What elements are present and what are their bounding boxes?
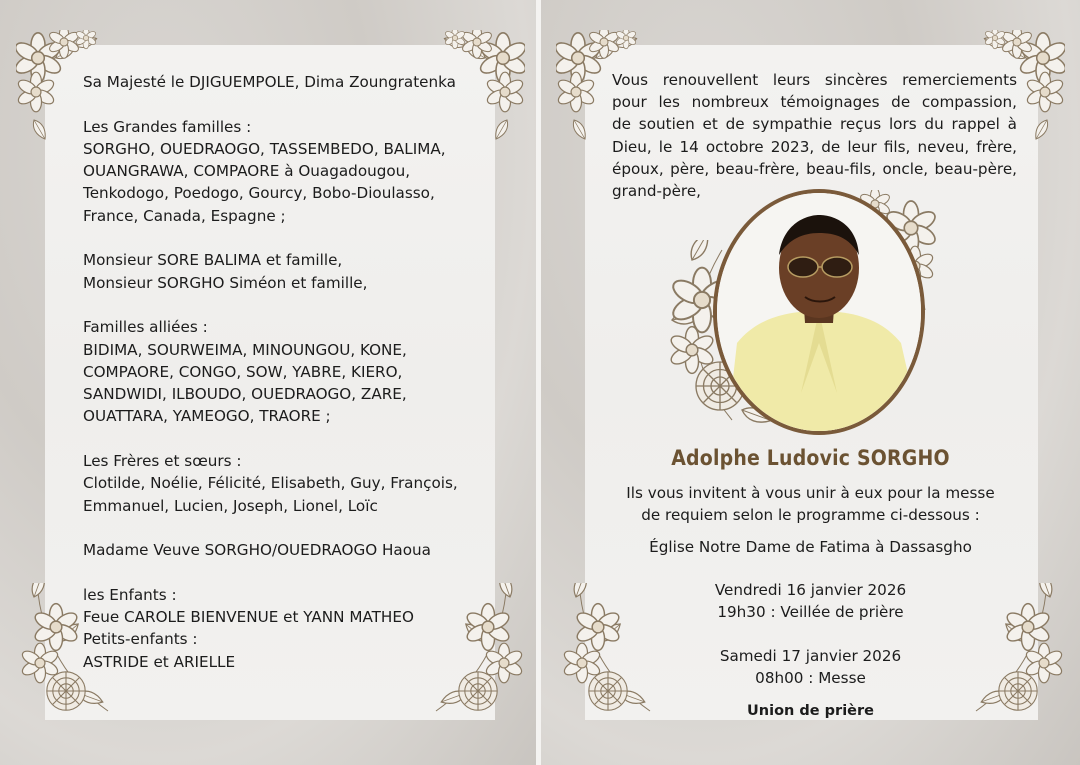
enfants-heading: les Enfants : xyxy=(83,585,177,604)
familles-alliees-line: BIDIMA, SOURWEIMA, MINOUNGOU, KONE, xyxy=(83,340,407,359)
programme-day-2 xyxy=(541,645,1080,690)
familles-alliees-line: COMPAORE, CONGO, SOW, YABRE, KIERO, xyxy=(83,362,403,381)
deceased-name: Adolphe Ludovic SORGHO xyxy=(671,446,950,470)
petits-enfants-line: ASTRIDE et ARIELLE xyxy=(83,652,236,671)
freres-soeurs-line: Emmanuel, Lucien, Joseph, Lionel, Loïc xyxy=(83,496,378,515)
day-date: Samedi 17 janvier 2026 xyxy=(719,647,902,665)
thanks-line: de soutien et de sympathie reçus lors du rappel à xyxy=(612,115,1017,134)
grandes-familles-line: Tenkodogo, Poedogo, Gourcy, Bobo-Dioulasso, xyxy=(83,184,435,203)
familles-alliees-line: OUATTARA, YAMEOGO, TRAORE ; xyxy=(83,407,331,426)
invitation-line: Ils vous invitent à vous unir à eux pour la messe xyxy=(626,484,995,502)
royal-line: Sa Majesté le DJIGUEMPOLE, Dima Zoungratenka xyxy=(83,73,456,91)
grandes-familles-line: OUANGRAWA, COMPAORE à Ouagadougou, xyxy=(83,162,411,181)
thanks-line: Vous renouvellent leurs sincères remerciements xyxy=(612,71,1017,89)
familles-alliees-line: SANDWIDI, ILBOUDO, OUEDRAOGO, ZARE, xyxy=(83,385,407,404)
grandes-familles-line: SORGHO, OUEDRAOGO, TASSEMBEDO, BALIMA, xyxy=(83,139,446,158)
thanks-line: pour les nombreux témoignages de compassion, xyxy=(612,93,1017,112)
church-name xyxy=(541,536,1080,558)
thanks-line: grand-père, xyxy=(612,182,702,201)
family-list xyxy=(83,71,503,673)
grandes-familles-line: France, Canada, Espagne ; xyxy=(83,206,286,225)
thanks-line: Dieu, le 14 octobre 2023, de leur fils, neveu, frère, xyxy=(612,137,1017,156)
thanks-line: époux, père, beau-frère, beau-fils, oncle, beau-père, xyxy=(612,159,1017,178)
invitation-text xyxy=(541,482,1080,527)
programme-day-1 xyxy=(541,579,1080,624)
veuve-line: Madame Veuve SORGHO/OUEDRAOGO Haoua xyxy=(83,541,431,560)
day-date: Vendredi 16 janvier 2026 xyxy=(714,581,907,599)
petits-enfants-heading: Petits-enfants : xyxy=(83,630,198,649)
freres-soeurs-line: Clotilde, Noélie, Félicité, Elisabeth, Guy, François, xyxy=(83,474,458,493)
familles-alliees-heading: Familles alliées : xyxy=(83,318,208,337)
grandes-familles-heading: Les Grandes familles : xyxy=(83,117,252,136)
closing-line: Union de prière xyxy=(747,703,874,719)
freres-soeurs-heading: Les Frères et sœurs : xyxy=(83,452,242,471)
enfants-line: Feue CAROLE BIENVENUE et YANN MATHEO xyxy=(83,608,414,627)
church-line: Église Notre Dame de Fatima à Dassasgho xyxy=(649,538,972,556)
day-event: 08h00 : Messe xyxy=(755,669,866,688)
monsieur-line: Monsieur SORGHO Siméon et famille, xyxy=(83,273,368,292)
portrait-photo xyxy=(713,189,925,435)
monsieur-line: Monsieur SORE BALIMA et famille, xyxy=(83,251,343,270)
thanks-paragraph xyxy=(612,69,1017,202)
day-event: 19h30 : Veillée de prière xyxy=(717,603,904,622)
invitation-line: de requiem selon le programme ci-dessous : xyxy=(641,506,980,525)
